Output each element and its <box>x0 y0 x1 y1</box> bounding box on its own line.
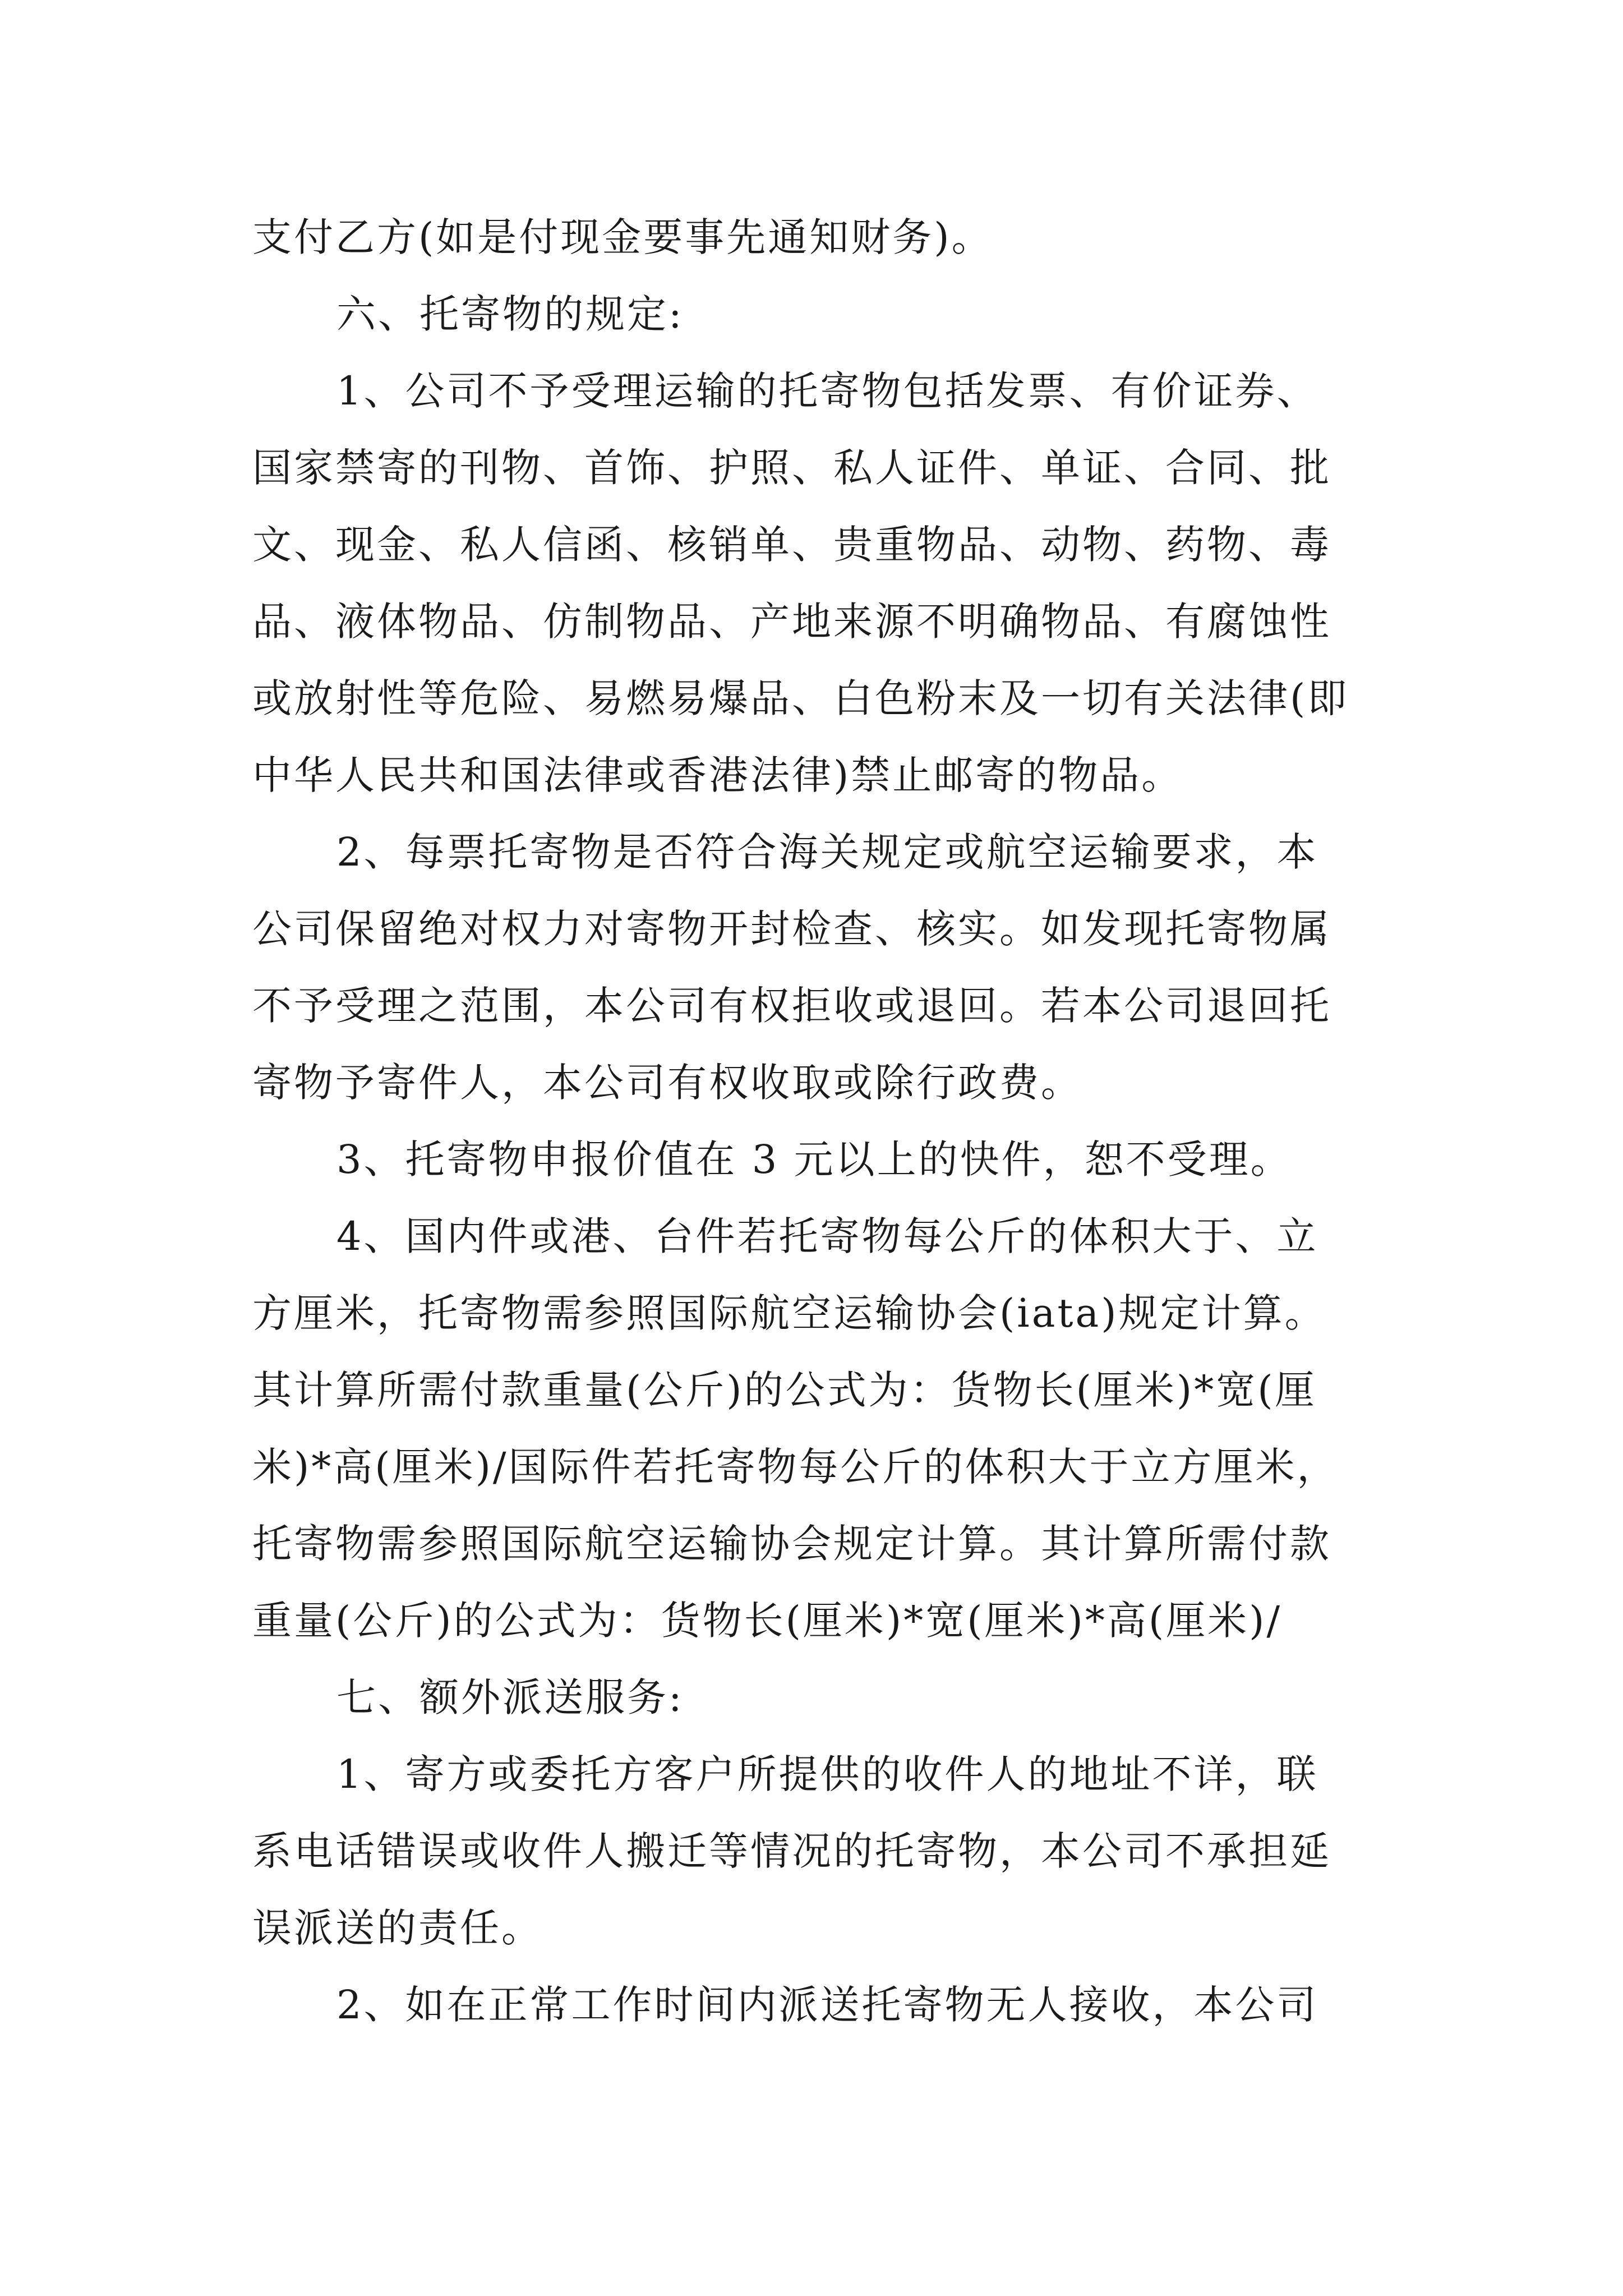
text-line: 寄物予寄件人，本公司有权收取或除行政费。 <box>252 1060 1082 1106</box>
text-line: 3、托寄物申报价值在 3 元以上的快件，恕不受理。 <box>336 1137 1292 1182</box>
text-line: 或放射性等危险、易燃易爆品、白色粉末及一切有关法律(即 <box>252 675 1349 721</box>
text-line: 1、公司不予受理运输的托寄物包括发票、有价证券、 <box>336 368 1318 414</box>
text-line: 2、每票托寄物是否符合海关规定或航空运输要求，本 <box>336 829 1318 875</box>
text-line: 1、寄方或委托方客户所提供的收件人的地址不详，联 <box>336 1751 1318 1797</box>
text-line: 重量(公斤)的公式为：货物长(厘米)*宽(厘米)*高(厘米)/ <box>252 1598 1283 1644</box>
text-line: 4、国内件或港、台件若托寄物每公斤的体积大于、立 <box>336 1213 1318 1259</box>
text-line: 文、现金、私人信函、核销单、贵重物品、动物、药物、毒 <box>252 522 1331 568</box>
text-line: 六、托寄物的规定: <box>336 291 684 337</box>
text-line: 中华人民共和国法律或香港法律)禁止邮寄的物品。 <box>252 752 1183 798</box>
text-line: 不予受理之范围，本公司有权拒收或退回。若本公司退回托 <box>252 983 1331 1029</box>
text-line: 国家禁寄的刊物、首饰、护照、私人证件、单证、合同、批 <box>252 445 1331 491</box>
text-line: 2、如在正常工作时间内派送托寄物无人接收，本公司 <box>336 1982 1318 2028</box>
text-line: 七、额外派送服务: <box>336 1674 684 1720</box>
text-line: 支付乙方(如是付现金要事先通知财务)。 <box>252 214 993 260</box>
text-line: 托寄物需参照国际航空运输协会规定计算。其计算所需付款 <box>252 1521 1331 1567</box>
text-line: 系电话错误或收件人搬迁等情况的托寄物，本公司不承担延 <box>252 1828 1331 1874</box>
text-line: 其计算所需付款重量(公斤)的公式为：货物长(厘米)*宽(厘 <box>252 1367 1317 1413</box>
text-line: 米)*高(厘米)/国际件若托寄物每公斤的体积大于立方厘米， <box>252 1444 1339 1490</box>
text-line: 方厘米，托寄物需参照国际航空运输协会(iata)规定计算。 <box>252 1290 1326 1336</box>
text-line: 品、液体物品、仿制物品、产地来源不明确物品、有腐蚀性 <box>252 599 1331 645</box>
document-body <box>252 199 1405 2044</box>
text-line: 公司保留绝对权力对寄物开封检查、核实。如发现托寄物属 <box>252 906 1331 952</box>
text-line: 误派送的责任。 <box>252 1905 543 1951</box>
